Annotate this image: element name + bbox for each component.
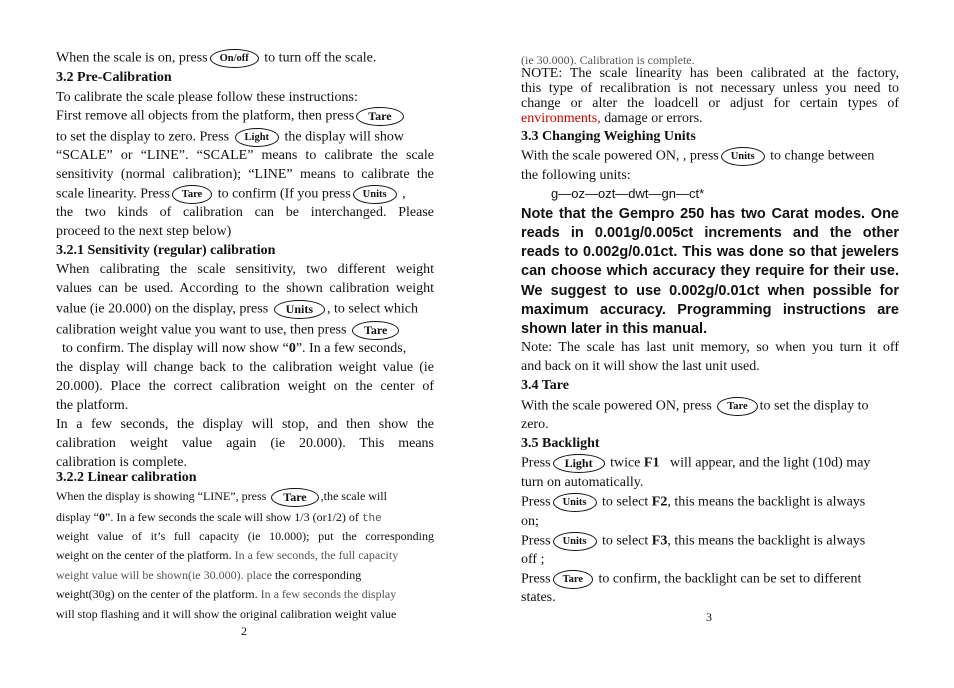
text-line: zero.	[521, 417, 549, 432]
bold-note-line: Note that the Gempro 250 has two Carat modes. One	[521, 206, 899, 222]
text-line: NOTE: The scale linearity has been calibrated at the factory,	[521, 66, 899, 81]
text-line: First remove all objects from the platform, then press Tare	[56, 107, 406, 126]
text-line: sensitivity (normal calibration); “LINE” means to calibrate the	[56, 167, 434, 182]
page-number: 2	[241, 624, 247, 638]
text-line: calibration weight value you want to use, then press Tare	[56, 321, 401, 340]
tare-button-icon: Tare	[352, 321, 399, 340]
units-button-icon: Units	[274, 300, 325, 319]
text-line: 20.000). Place the correct calibration weight on the center of	[56, 379, 434, 394]
bold-note-line: reads in 0.001g/0.005ct increments and the other	[521, 225, 899, 241]
page-number: 3	[706, 610, 712, 624]
light-button-icon: Light	[553, 454, 605, 473]
text-line: the display will change back to the calibration weight value (ie	[56, 360, 434, 375]
text-line: calibration weight value again (ie 20.000). This means	[56, 436, 434, 451]
units-button-icon: Units	[553, 493, 597, 512]
text-line: change or alter the loadcell or adjust for certain types of	[521, 96, 899, 111]
text-line: this type of recalibration is not necessary unless you need to	[521, 81, 899, 96]
heading-changing-units: 3.3 Changing Weighing Units	[521, 129, 696, 144]
units-button-icon: Units	[353, 185, 397, 204]
text-line: “SCALE” or “LINE”. “SCALE” means to calibrate the scale	[56, 148, 434, 163]
text-line: When calibrating the scale sensitivity, two different weight	[56, 262, 434, 277]
tare-button-icon: Tare	[717, 397, 757, 416]
text-line: proceed to the next step below)	[56, 224, 232, 239]
text-line: the platform.	[56, 398, 129, 413]
heading-sensitivity-calibration: 3.2.1 Sensitivity (regular) calibration	[56, 243, 276, 258]
tare-button-icon: Tare	[553, 570, 593, 589]
text-line: With the scale powered ON, , press Units to change between	[521, 147, 874, 166]
bold-note-line: shown later in this manual.	[521, 321, 708, 337]
text-line: environments, damage or errors.	[521, 111, 703, 126]
bold-note-line: can choose which accuracy they require for their use.	[521, 263, 899, 279]
units-button-icon: Units	[721, 147, 765, 166]
text-line: the two kinds of calibration can be interchanged. Please	[56, 205, 434, 220]
text-line: the following units:	[521, 168, 631, 183]
text-line: value (ie 20.000) on the display, press Units , to select which	[56, 300, 418, 319]
tare-button-icon: Tare	[271, 488, 318, 507]
text-line: Press Light twice F1 will appear, and the light (10d) may	[521, 454, 870, 473]
units-button-icon: Units	[553, 532, 597, 551]
text-line: weight value will be shown(ie 30.000). place the corresponding	[56, 568, 362, 582]
text-line: With the scale powered ON, press Tare to set the display to	[521, 397, 869, 416]
text-line: and back on it will show the last unit used.	[521, 359, 760, 374]
text-line: will stop flashing and it will show the original calibration weight value	[56, 607, 397, 621]
text-line: weight value of it’s full capacity (ie 10.000); put the corresponding	[56, 529, 434, 543]
text-line: Press Units to select F2, this means the backlight is always	[521, 493, 865, 512]
power-off-line: When the scale is on, press On/off to turn off the scale.	[56, 49, 376, 68]
text-line: display “0”. In a few seconds the scale will show 1/3 (or1/2) of the	[56, 510, 382, 525]
heading-tare: 3.4 Tare	[521, 378, 569, 393]
text-line: Note: The scale has last unit memory, so when you turn it off	[521, 340, 899, 355]
text-line: weight on the center of the platform. In a few seconds, the full capacity	[56, 548, 399, 562]
onoff-button-icon: On/off	[210, 49, 259, 68]
heading-pre-calibration: 3.2 Pre-Calibration	[56, 70, 172, 85]
text-line: calibration is complete.	[56, 455, 188, 470]
heading-backlight: 3.5 Backlight	[521, 436, 600, 451]
tare-button-icon: Tare	[172, 185, 212, 204]
text-line: Press Units to select F3, this means the backlight is always	[521, 532, 865, 551]
text-line: off ;	[521, 552, 545, 567]
text-line: to confirm. The display will now show “0”. In a few seconds,	[62, 341, 407, 356]
bold-note-line: We suggest to use 0.002g/0.01ct when possible for	[521, 283, 899, 299]
light-button-icon: Light	[235, 128, 280, 147]
text-line: weight(30g) on the center of the platform. In a few seconds the display	[56, 587, 397, 601]
text-line: Press Tare to confirm, the backlight can be set to different	[521, 570, 861, 589]
text-line: states.	[521, 590, 556, 605]
tare-button-icon: Tare	[356, 107, 403, 126]
text-line: (ie 30.000). Calibration is complete.	[521, 53, 695, 67]
text-line: values can be used. According to the shown calibration weight	[56, 281, 434, 296]
text-line: scale linearity. Press Tare to confirm (If you press Units ,	[56, 185, 406, 204]
text-line: To calibrate the scale please follow these instructions:	[56, 90, 358, 105]
text-line: In a few seconds, the display will stop, and then show the	[56, 417, 434, 432]
heading-linear-calibration: 3.2.2 Linear calibration	[56, 470, 197, 485]
bold-note-line: reads to 0.002g/0.01ct. This was done so that jewelers	[521, 244, 899, 260]
units-sequence: g—oz—ozt—dwt—gn—ct*	[551, 186, 705, 201]
text-line: turn on automatically.	[521, 475, 644, 490]
text-line: to set the display to zero. Press Light the display will show	[56, 128, 404, 147]
text-line: on;	[521, 514, 539, 529]
bold-note-line: maximum accuracy. Programming instructions are	[521, 302, 899, 318]
text-line: When the display is showing “LINE”, press Tare ,the scale will	[56, 487, 387, 507]
